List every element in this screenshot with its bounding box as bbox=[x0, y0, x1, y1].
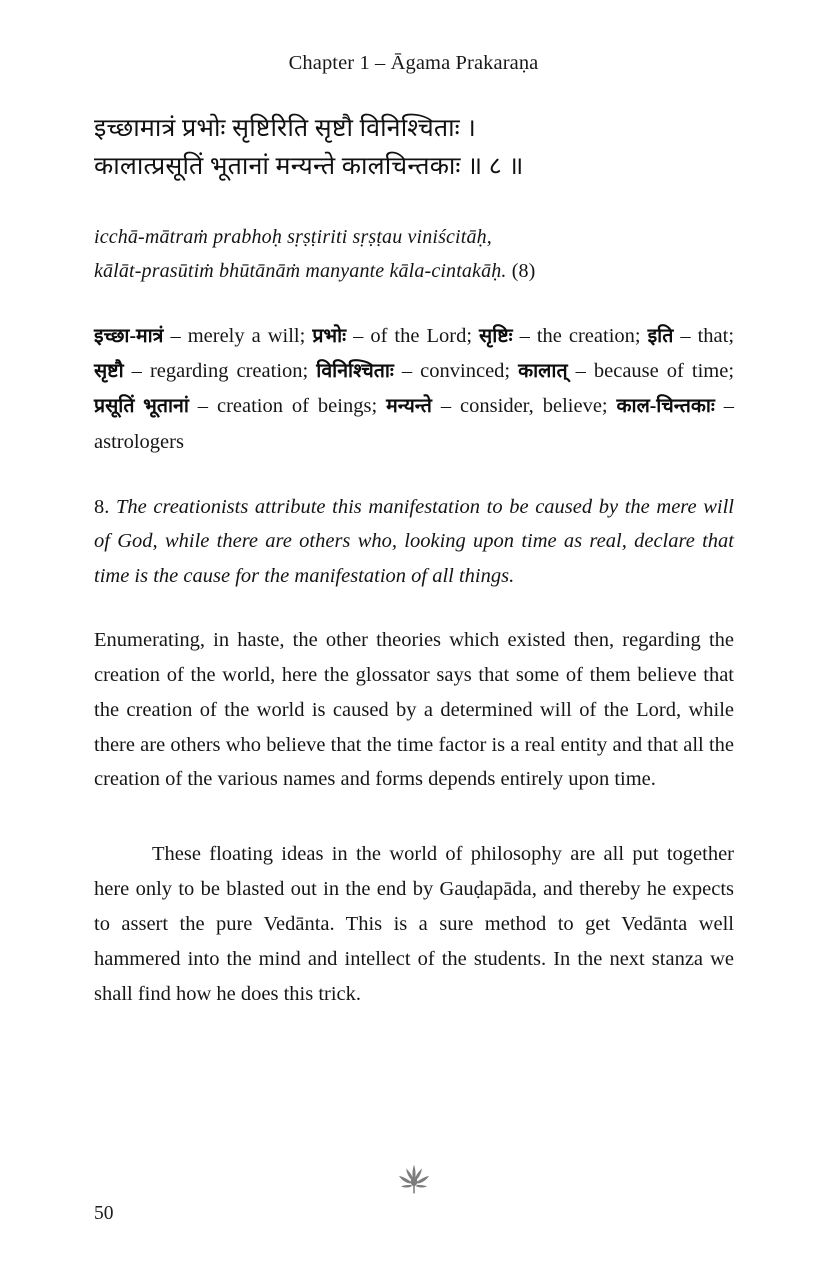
gloss-meaning: merely a will bbox=[187, 324, 300, 347]
commentary-paragraph-2: These floating ideas in the world of philosophy are all put together here only to be blasted out in the end by Gauḍapāda, and thereby he expects to assert the pure Vedānta. This is a sure method to get Vedānta well hammered into the mind and intellect of the students. In the next stanza we shall find how he does this trick. bbox=[94, 843, 734, 1005]
gloss-term: सृष्टिः bbox=[479, 325, 513, 347]
gloss-separator: – bbox=[188, 395, 217, 418]
gloss-term: मन्यन्ते bbox=[386, 396, 432, 418]
leaf-ornament-icon bbox=[393, 1158, 435, 1200]
transliteration-line-2-wrapper bbox=[94, 254, 734, 288]
transliteration-line-2: kālāt-prasūtiṁ bhūtānāṁ manyante kāla-cintakāḥ. bbox=[94, 260, 507, 283]
gloss-separator: – bbox=[714, 395, 734, 418]
gloss-meaning: of the Lord bbox=[370, 324, 467, 347]
gloss-meaning: because of time bbox=[593, 360, 729, 383]
sanskrit-verse bbox=[94, 110, 734, 186]
transliteration-line-1: icchā-mātraṁ prabhoḥ sṛṣṭiriti sṛṣṭau viniścitāḥ, bbox=[94, 226, 492, 248]
gloss-separator: – bbox=[431, 395, 461, 418]
gloss-separator: – bbox=[346, 324, 371, 347]
gloss-separator: – bbox=[567, 360, 594, 383]
gloss-meaning: the creation bbox=[536, 324, 635, 347]
verse-translation bbox=[94, 490, 734, 593]
gloss-term: इच्छा-मात्रं bbox=[94, 325, 164, 347]
gloss-meaning: creation of beings bbox=[216, 395, 372, 418]
gloss-delimiter: ; bbox=[466, 324, 480, 347]
gloss-separator: – bbox=[123, 360, 150, 383]
gloss-delimiter: ; bbox=[302, 360, 317, 383]
gloss-delimiter: ; bbox=[634, 324, 648, 347]
gloss-delimiter: ; bbox=[601, 395, 617, 418]
gloss-term: प्रसूतिं भूतानां bbox=[94, 396, 189, 418]
gloss-separator: – bbox=[512, 324, 537, 347]
gloss-delimiter: ; bbox=[728, 360, 735, 383]
gloss-delimiter: ; bbox=[728, 324, 735, 347]
gloss-separator: – bbox=[393, 360, 421, 383]
gloss-term: कालात् bbox=[518, 361, 568, 383]
leaf-ornament bbox=[0, 1158, 827, 1200]
translation-text: The creationists attribute this manifestation to be caused by the mere will of God, while there are others who, looking upon time as real, declare that time is the cause for the manifestation of all things. bbox=[94, 495, 735, 587]
gloss-meaning: that bbox=[697, 324, 729, 347]
gloss-meaning: convinced bbox=[420, 360, 505, 383]
transliteration-block bbox=[94, 220, 734, 289]
gloss-delimiter: ; bbox=[299, 324, 313, 347]
gloss-term: सृष्टौ bbox=[94, 361, 124, 383]
gloss-separator: – bbox=[163, 324, 188, 347]
gloss-term: विनिश्चिताः bbox=[316, 361, 394, 383]
verse-number: (8) bbox=[506, 260, 536, 283]
gloss-term: इति bbox=[647, 325, 674, 347]
text-column bbox=[94, 110, 734, 1012]
gloss-meaning: regarding creation bbox=[149, 360, 303, 383]
commentary-paragraph-1: Enumerating, in haste, the other theories which existed then, regarding the creation of the world, here the glossator says that some of them believe that the creation of the world is caused by a determined will of the Lord, while there are others who believe that the time factor is a real entity and that all the creation of the various names and forms depends entirely upon time. bbox=[94, 629, 734, 791]
gloss-separator: – bbox=[673, 324, 698, 347]
page-number: 50 bbox=[94, 1203, 114, 1224]
verse-line-2: कालात्प्रसूतिं भूतानां मन्यन्ते कालचिन्तकाः ॥ ८ ॥ bbox=[94, 153, 524, 180]
gloss-meaning: astrologers bbox=[94, 430, 184, 453]
gloss-delimiter: ; bbox=[504, 360, 519, 383]
gloss-delimiter: ; bbox=[371, 395, 387, 418]
translation-number: 8. bbox=[94, 495, 117, 518]
gloss-term: प्रभोः bbox=[312, 325, 347, 347]
running-head: Chapter 1 – Āgama Prakaraṇa bbox=[288, 52, 539, 74]
word-gloss-block bbox=[94, 319, 734, 460]
gloss-meaning: consider, believe bbox=[460, 395, 602, 418]
gloss-term: काल-चिन्तकाः bbox=[616, 396, 715, 418]
verse-line-1: इच्छामात्रं प्रभोः सृष्टिरिति सृष्टौ विनिश्चिताः । bbox=[94, 115, 477, 142]
